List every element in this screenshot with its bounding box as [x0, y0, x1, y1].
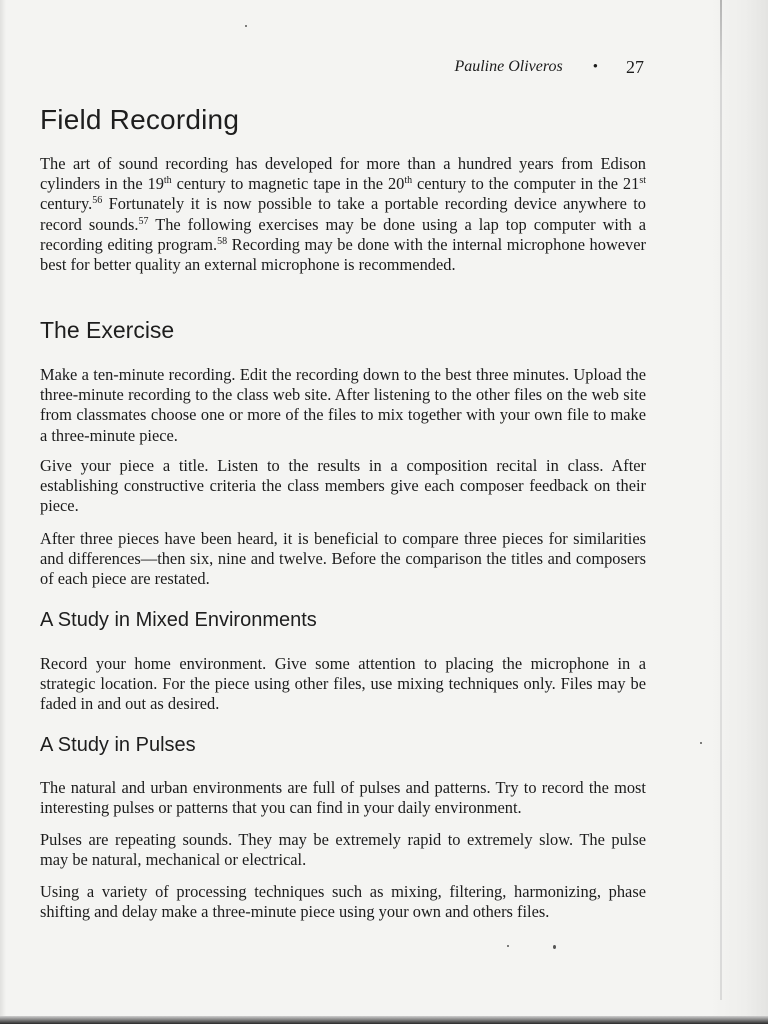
- scan-speck: [507, 945, 509, 947]
- paragraph-pulses-3: Using a variety of processing techniques such as mixing, filtering, harmonizing, phase shifting and delay make a three-minute piece using your own and others files.: [40, 882, 646, 922]
- heading-study-in-pulses: A Study in Pulses: [40, 734, 196, 756]
- heading-the-exercise: The Exercise: [40, 317, 175, 343]
- heading-field-recording: Field Recording: [40, 104, 240, 135]
- running-head: [300, 55, 650, 79]
- running-head-author: Pauline Oliveros: [454, 58, 563, 75]
- footnote-ref-58: 58: [217, 235, 228, 247]
- superscript-st: st: [639, 175, 646, 187]
- page-edge-bottom: [0, 1016, 768, 1024]
- page-edge-right: [710, 0, 768, 1024]
- paragraph-exercise-1: Make a ten-minute recording. Edit the recording down to the best three minutes. Upload the three-minute recording to the class web site. After listening to the other files on the web site from classmates choose one or more of the files to mix together with your own file to make a three-minute piece.: [40, 365, 646, 445]
- running-head-separator: •: [592, 58, 598, 75]
- superscript-th: th: [404, 175, 413, 187]
- scan-speck: [245, 25, 247, 27]
- page-edge-left: [0, 0, 6, 1024]
- paragraph-exercise-3: After three pieces have been heard, it is beneficial to compare three pieces for similarities and differences—then six, nine and twelve. Before the comparison the titles and composers of each piece are restated.: [40, 529, 646, 589]
- scan-speck: [700, 742, 702, 744]
- heading-mixed-environments: A Study in Mixed Environments: [40, 609, 317, 631]
- scan-speck: [553, 945, 556, 949]
- paragraph-exercise-2: Give your piece a title. Listen to the results in a composition recital in class. After establishing constructive criteria the class members give each composer feedback on their piece.: [40, 456, 646, 516]
- paragraph-pulses-2: Pulses are repeating sounds. They may be extremely rapid to extremely slow. The pulse may be natural, mechanical or electrical.: [40, 830, 646, 870]
- paragraph-pulses-1: The natural and urban environments are full of pulses and patterns. Try to record the most interesting pulses or patterns that you can find in your daily environment.: [40, 778, 646, 818]
- paragraph-mixed-environments: Record your home environment. Give some attention to placing the microphone in a strategic location. For the piece using other files, use mixing techniques only. Files may be faded in and out as desired.: [40, 654, 646, 714]
- paragraph-field-recording: The art of sound recording has developed for more than a hundred years from Edison cylinders in the 19th century to magnetic tape in the 20th century to the computer in the 21st century.$^{56}$ Fortunately it is now possible to take a portable recording device anywhere to record sounds.$^{57}$ The following exercises may be done using a lap top computer with a recording editing program.$^{58}$ Recording may be done with the internal microphone however best for better quality an external microphone is recommended.: [40, 154, 647, 275]
- page-number: 27: [626, 56, 644, 77]
- superscript-th: th: [163, 175, 172, 187]
- footnote-ref-57: 57: [138, 215, 149, 227]
- footnote-ref-56: 56: [92, 195, 103, 207]
